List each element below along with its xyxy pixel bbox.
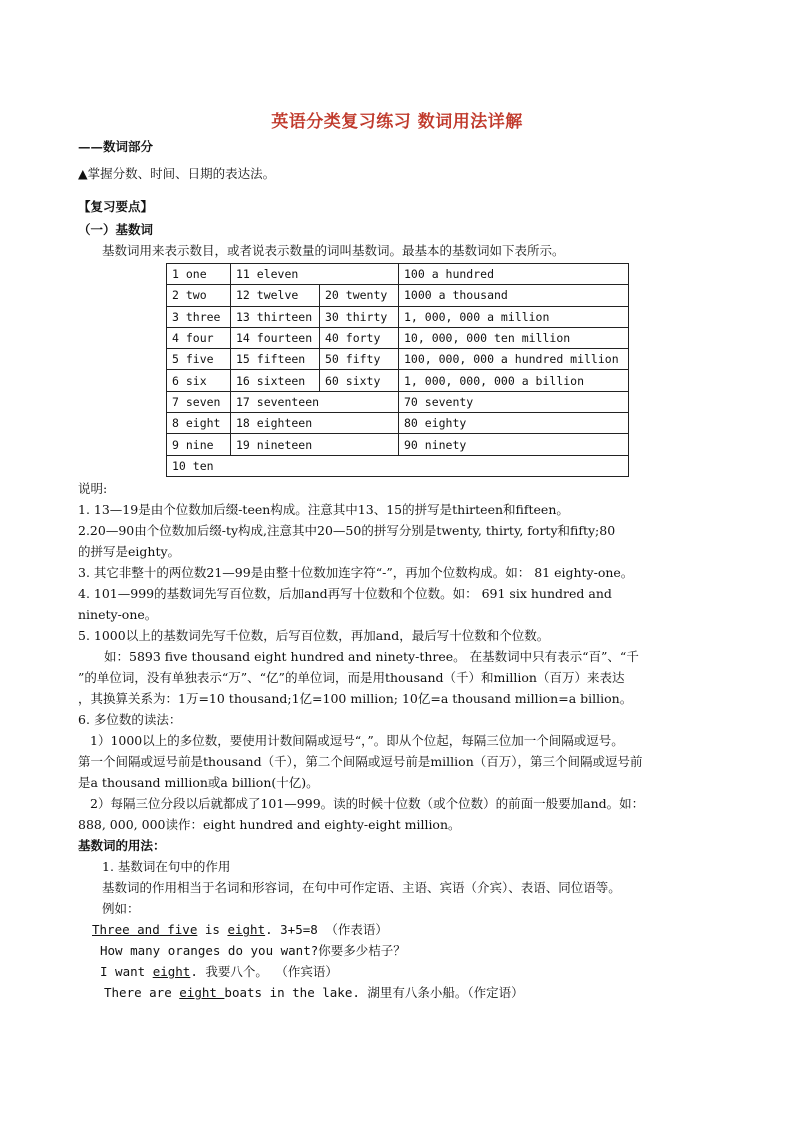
note-line: 3. 其它非整十的两位数21—99是由整十位数加连字符“-”，再加个位数构成。如： 81 eighty-one。 [78,565,634,580]
objective-line: ▲掌握分数、时间、日期的表达法。 [78,166,276,181]
note-line: 是a thousand million或a billion(十亿)。 [78,775,319,790]
table-row [167,349,629,370]
table-row [167,455,629,476]
usage-item: 1. 基数词在句中的作用 [102,859,231,874]
table-cell: 40 forty [320,327,399,348]
table-cell: 6 six [167,370,231,391]
table-row [167,370,629,391]
table-cell: 18 eighteen [231,413,399,434]
example-text: There are [104,985,180,1000]
example-sentence-1 [92,922,388,938]
note-line: 6. 多位数的读法： [78,712,182,727]
example-predicate: eight [227,922,266,937]
table-cell: 8 eight [167,413,231,434]
page-title: 英语分类复习练习 数词用法详解 [271,112,523,132]
table-cell: 1, 000, 000 a million [399,306,629,327]
cardinal-heading: （一）基数词 [78,222,154,237]
table-row [167,306,629,327]
example-sentence-2: How many oranges do you want?你要多少桔子？ [100,943,406,958]
example-subject: Three and five [92,922,198,937]
table-cell: 17 seventeen [231,391,399,412]
cardinal-intro: 基数词用来表示数目，或者说表示数量的词叫基数词。最基本的基数词如下表所示。 [102,243,565,258]
note-line: 5. 1000以上的基数词先写千位数，后写百位数，再加and，最后写十位数和个位数。 [78,628,550,643]
table-cell: 13 thirteen [231,306,320,327]
note-line: 的拼写是eighty。 [78,544,181,559]
table-cell: 70 seventy [399,391,629,412]
table-row [167,327,629,348]
table-cell: 10 ten [167,455,629,476]
table-cell: 100 a hundred [399,264,629,285]
table-cell: 30 thirty [320,306,399,327]
table-cell: 19 nineteen [231,434,399,455]
notes-label: 说明: [78,481,108,496]
table-cell: 2 two [167,285,231,306]
example-text: I want [100,964,153,979]
section-heading: ——数词部分 [78,139,154,154]
table-cell: 100, 000, 000 a hundred million [399,349,629,370]
table-cell: 1000 a thousand [399,285,629,306]
example-sentence-4 [104,985,524,1001]
table-cell: 16 sixteen [231,370,320,391]
note-line: 1）1000以上的多位数，要使用计数间隔或逗号“，”。即从个位起，每隔三位加一个间隔或逗号。 [90,733,624,748]
table-row [167,413,629,434]
example-label: 例如： [102,901,140,916]
example-note: . 我要八个。 （作宾语） [190,964,338,979]
example-sentence-3 [100,964,338,980]
note-line: 2.20—90由个位数加后缀-ty构成,注意其中20—50的拼写分别是twenty, thirty, forty和fifty;80 [78,523,616,538]
table-cell: 3 three [167,306,231,327]
table-cell: 9 nine [167,434,231,455]
cardinal-number-table [166,263,629,477]
note-line: 888, 000, 000读作：eight hundred and eighty-eight million。 [78,817,461,832]
note-line: 第一个间隔或逗号前是thousand（千），第二个间隔或逗号前是million（百万），第三个间隔或逗号前 [78,754,643,769]
table-row [167,391,629,412]
table-cell: 11 eleven [231,264,399,285]
table-cell: 80 eighty [399,413,629,434]
table-cell: 15 fifteen [231,349,320,370]
table-cell: 14 fourteen [231,327,320,348]
table-row [167,434,629,455]
example-attribute: eight [179,985,225,1000]
table-cell: 12 twelve [231,285,320,306]
table-cell: 20 twenty [320,285,399,306]
note-line: 4. 101—999的基数词先写百位数，后加and再写十位数和个位数。如： 691 six hundred and [78,586,612,601]
table-cell: 60 sixty [320,370,399,391]
note-line: 2）每隔三位分段以后就都成了101—999。读的时候十位数（或个位数）的前面一般要加and。如： [90,796,645,811]
usage-description: 基数词的作用相当于名词和形容词，在句中可作定语、主语、宾语（介宾）、表语、同位语等。 [102,880,621,895]
note-line: 如：5893 five thousand eight hundred and ninety-three。 在基数词中只有表示“百”、“千 [104,649,639,664]
table-row [167,285,629,306]
table-cell: 1 one [167,264,231,285]
table-cell: 5 five [167,349,231,370]
example-note: boats in the lake. 湖里有八条小船。（作定语） [224,985,524,1000]
example-note: . 3+5=8 （作表语） [265,922,388,937]
usage-heading: 基数词的用法： [78,838,166,853]
table-cell: 4 four [167,327,231,348]
table-row [167,264,629,285]
table-cell: 10, 000, 000 ten million [399,327,629,348]
table-cell: 50 fifty [320,349,399,370]
note-line: ”的单位词，没有单独表示“万”、“亿”的单位词，而是用thousand（千）和million（百万）来表达 [78,670,625,685]
table-cell: 1, 000, 000, 000 a billion [399,370,629,391]
note-line: ，其换算关系为：1万=10 thousand;1亿=100 million; 10亿=a thousand million=a billion。 [78,691,633,706]
note-line: ninety-one。 [78,607,158,622]
note-line: 1. 13—19是由个位数加后缀-teen构成。注意其中13、15的拼写是thirteen和fifteen。 [78,502,569,517]
example-object: eight [152,964,191,979]
review-points-heading: 【复习要点】 [78,199,154,214]
example-verb: is [197,922,228,937]
table-cell: 7 seven [167,391,231,412]
table-cell: 90 ninety [399,434,629,455]
